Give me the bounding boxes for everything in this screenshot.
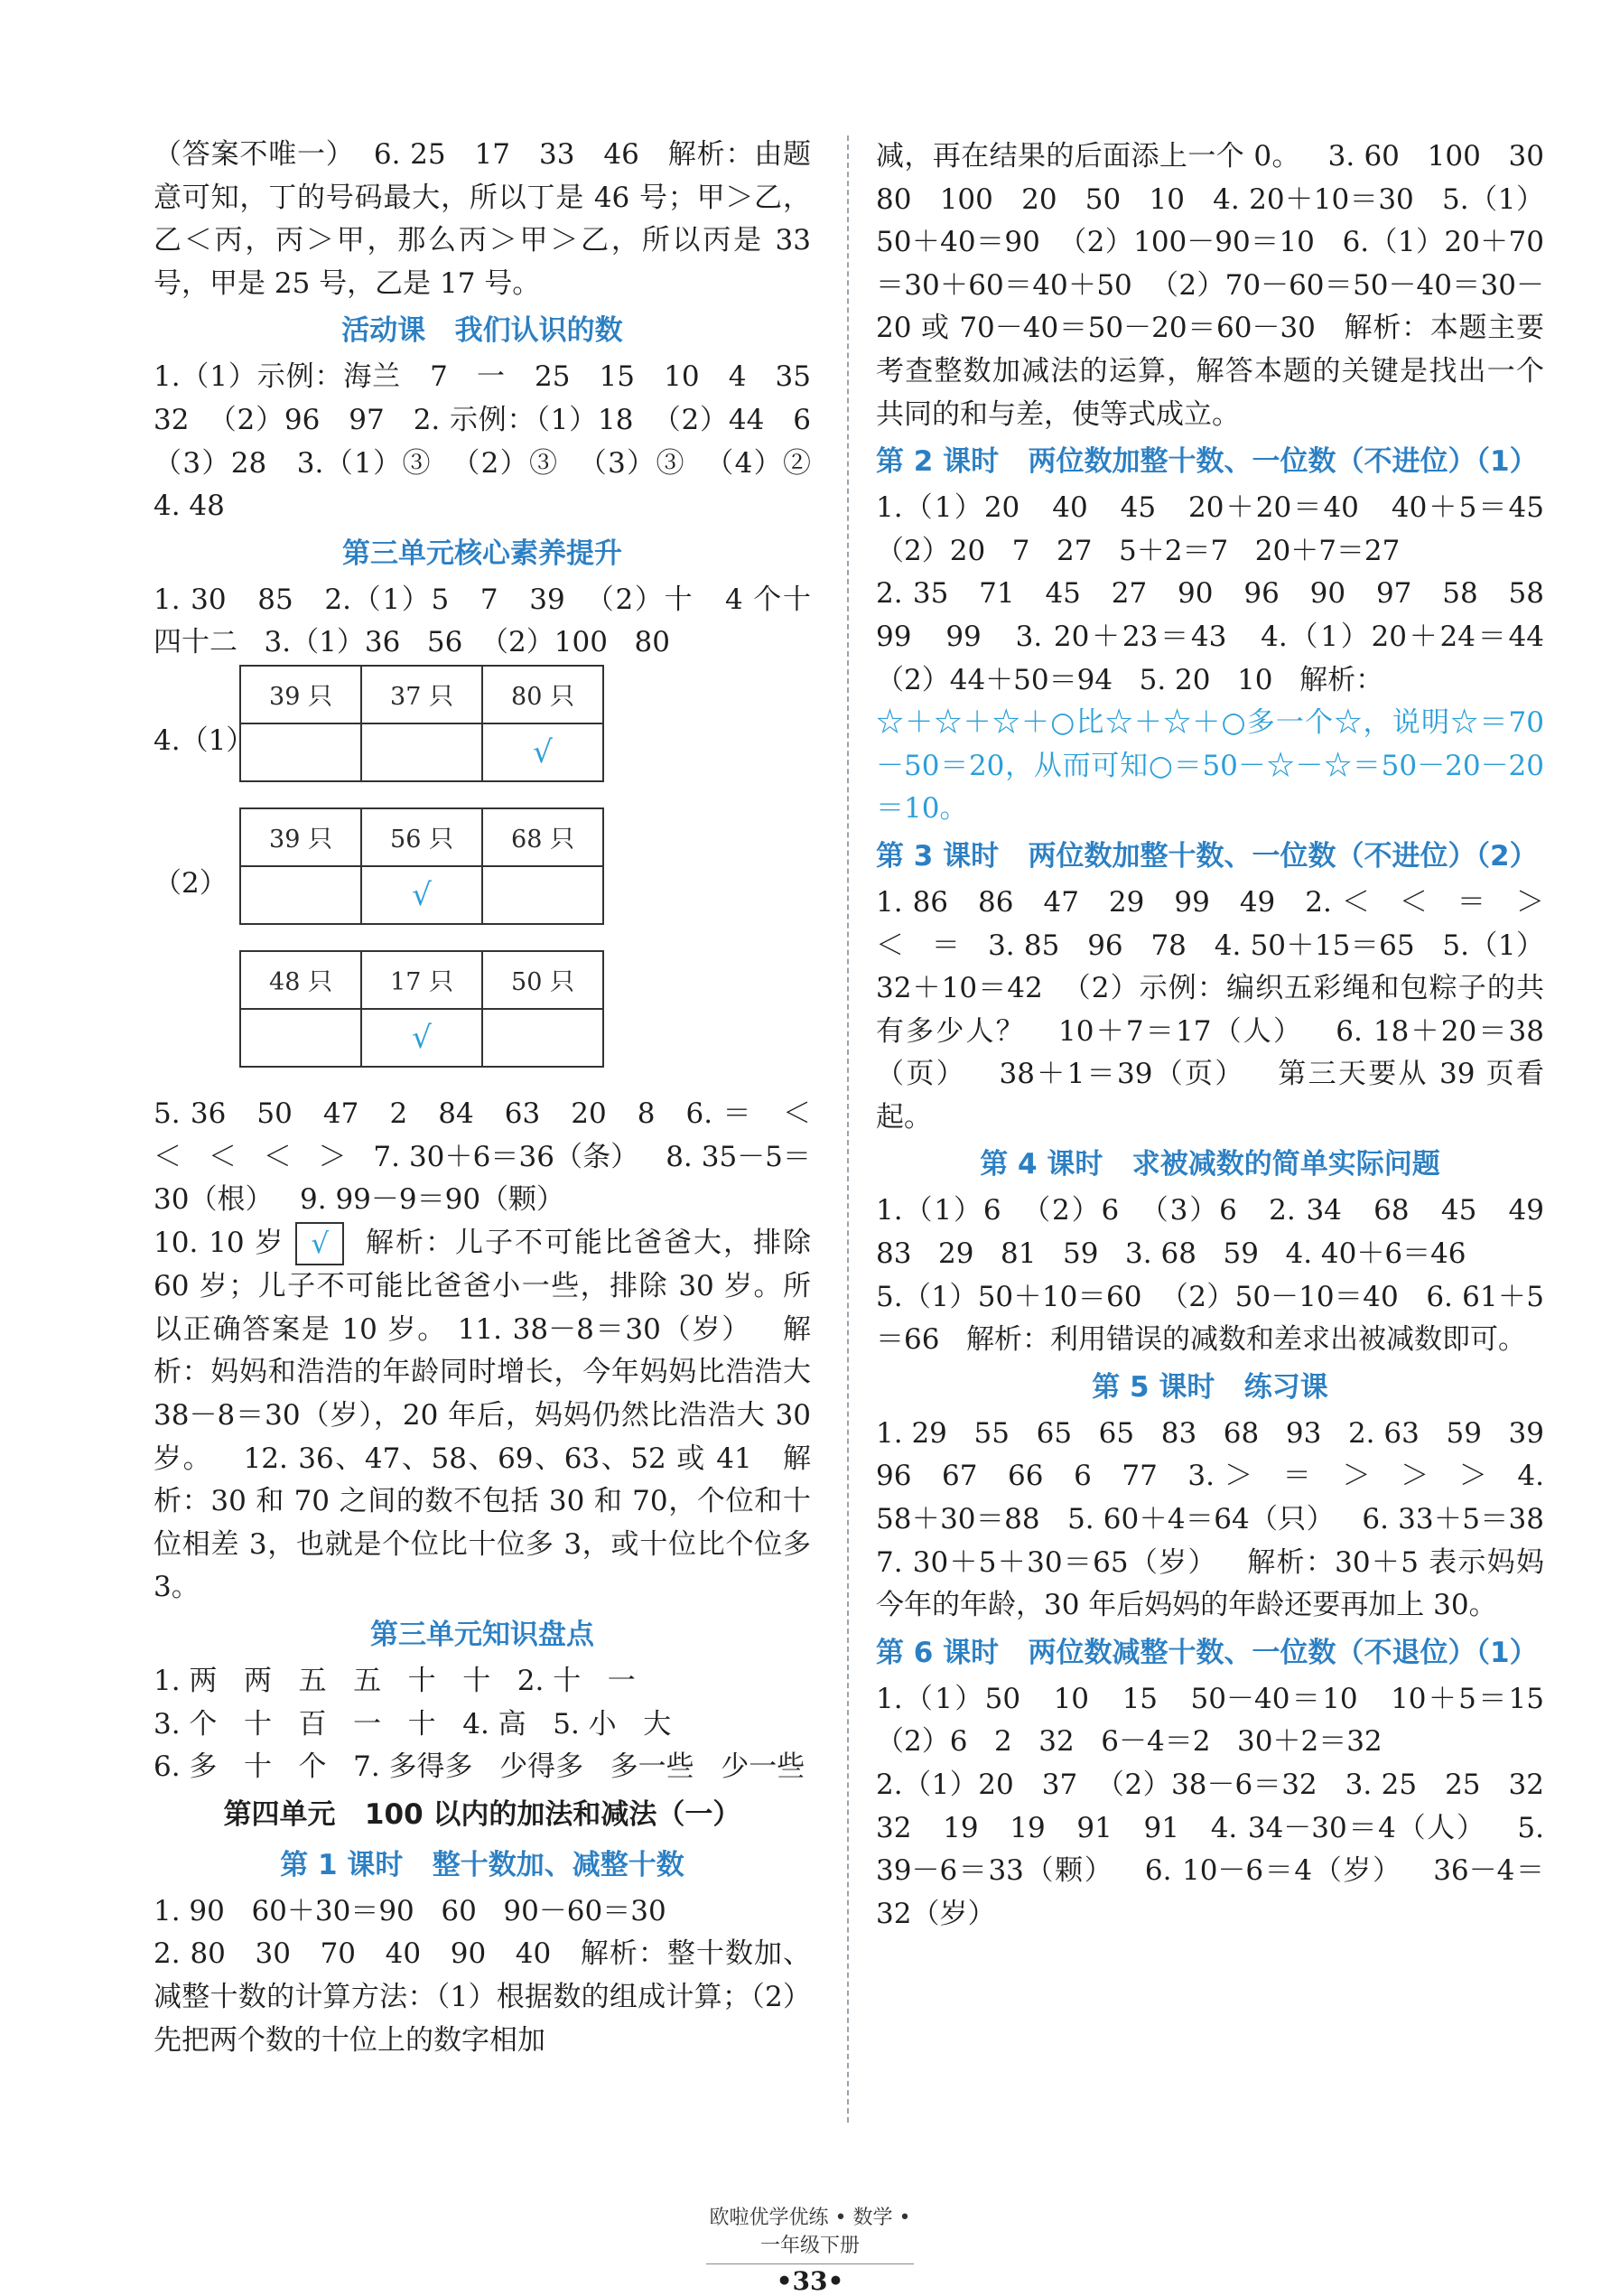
lesson6-answers: 1.（1）50 10 15 50－40＝10 10＋5＝15 （2）6 2 32 6－4＝2 30＋2＝32 2.（1）20 37 （2）38－6＝32 3. 25 25 32 32 19 19 91 91 4. 34－30＝4（人） 5. 39－6＝33（颗） 6. 10－6＝4（岁） 36－4＝32（岁） [876, 1682, 1544, 1930]
column-divider [847, 135, 849, 2123]
table-cell: 17 只 [361, 951, 482, 1009]
table-cell: 37 只 [361, 666, 482, 723]
table-cell-empty [482, 1009, 603, 1067]
answer-table-3 [154, 950, 811, 1093]
right-intro-text: 减，再在结果的后面添上一个 0。 3. 60 100 30 80 100 20 50 10 4. 20＋10＝30 5.（1）50＋40＝90 （2）100－90＝10 6.（1）20＋70＝30＋60＝40＋50 （2）70－60＝50－40＝30－20 或 70－40＝50－20＝60－30 解析：本题主要考查整数加减法的运算，解答本题的关键是找出一个共同的和与差，使等式成立。 [876, 140, 1571, 431]
choice-table [239, 950, 604, 1068]
table-cell: 39 只 [240, 666, 361, 723]
lesson1-answers: 1. 90 60＋30＝90 60 90－60＝30 2. 80 30 70 40 90 40 解析：整十数加、减整十数的计算方法：（1）根据数的组成计算；（2）先把两个数的十位上的数字相加 [154, 1894, 811, 2057]
lesson4-answers: 1.（1）6 （2）6 （3）6 2. 34 68 45 49 83 29 81 59 3. 68 59 4. 40＋6＝46 5.（1）50＋10＝60 （2）50－10＝40 6. 61＋5＝66 解析：利用错误的减数和差求出被减数即可。 [876, 1194, 1544, 1357]
q10-prefix: 10. 10 岁 [154, 1226, 285, 1259]
left-intro-text: （答案不唯一） 6. 25 17 33 46 解析：由题意可知，丁的号码最大，所以丁是 46 号；甲＞乙，乙＜丙，丙＞甲，那么丙＞甲＞乙，所以丙是 33 号，甲是 25 号，乙是 17 号。 [154, 138, 820, 300]
page-number: •33• [776, 2266, 844, 2296]
table-cell: 50 只 [482, 951, 603, 1009]
lesson5-answers: 1. 29 55 65 65 83 68 93 2. 63 59 39 96 67 66 6 77 3. ＞ ＝ ＞ ＞ ＞ 4. 58＋30＝88 5. 60＋4＝64（只） 6. 33＋5＝38 7. 30＋5＋30＝65（岁） 解析：30＋5 表示妈妈今年的年龄，30 年后妈妈的年龄还要再加上 30。 [876, 1416, 1571, 1622]
choice-table [239, 665, 604, 782]
table-cell: 68 只 [482, 808, 603, 866]
unit3-answers-10-12 [154, 1222, 820, 1610]
checkmark: √ [361, 1009, 482, 1067]
page-footer [0, 2202, 1620, 2296]
right-column [876, 135, 1571, 1936]
unit3-summary-answers: 1. 两 两 五 五 十 十 2. 十 一 3. 个 十 百 一 十 4. 高 5. 小 大 6. 多 十 个 7. 多得多 少得多 多一些 少一些 [154, 1664, 805, 1784]
table-cell: 56 只 [361, 808, 482, 866]
q10-rest: 解析：儿子不可能比爸爸大，排除 60 岁；儿子不可能比爸爸小一些，排除 30 岁。所以正确答案是 10 岁。 11. 38－8＝30（岁） 解析：妈妈和浩浩的年龄同时增长，今年妈妈比浩浩大 38－8＝30（岁），20 年后，妈妈仍然比浩浩大 30 岁。 12. 36、47、58、69、63、52 或 41 解析：30 和 70 之间的数不包括 30 和 70，个位和十位相差 3，也就是个位比十位多 3，或十位比个位多 3。 [154, 1226, 820, 1604]
heading-activity-lesson: 活动课 我们认识的数 [341, 314, 623, 348]
table-cell: 80 只 [482, 666, 603, 723]
table-cell-empty [240, 866, 361, 924]
table-cell: 48 只 [240, 951, 361, 1009]
checkbox-check: √ [295, 1222, 344, 1265]
book-title: 欧啦优学优练 • 数学 • 一年级下册 [706, 2202, 914, 2264]
table-label: （2） [154, 866, 228, 900]
heading-unit3-core: 第三单元核心素养提升 [342, 537, 622, 570]
checkmark: √ [361, 866, 482, 924]
answer-table-1 [154, 665, 811, 807]
answer-table-2 [154, 807, 811, 950]
heading-lesson2: 第 2 课时 两位数加整十数、一位数（不进位）（1） [876, 445, 1538, 479]
heading-lesson4: 第 4 课时 求被减数的简单实际问题 [980, 1148, 1440, 1181]
heading-lesson6: 第 6 课时 两位数减整十数、一位数（不退位）（1） [876, 1636, 1538, 1669]
table-cell-empty [240, 1009, 361, 1067]
checkmark: √ [482, 723, 603, 781]
activity-answers: 1.（1）示例：海兰 7 一 25 15 10 4 35 32 （2）96 97 2. 示例：（1）18 （2）44 6 （3）28 3.（1）③ （2）③ （3）③ （4）② 4. 48 [154, 360, 838, 523]
left-column [154, 134, 838, 2062]
table-cell-empty [482, 866, 603, 924]
table-cell: 39 只 [240, 808, 361, 866]
unit3-core-answers: 1. 30 85 2.（1）5 7 39 （2）十 4 个十 四十二 3.（1）36 56 （2）100 80 [154, 583, 838, 659]
lesson2-star-explanation: ☆＋☆＋☆＋○比☆＋☆＋○多一个☆，说明☆＝70－50＝20，从而可知○＝50－☆－☆＝50－20－20＝10。 [876, 706, 1544, 826]
heading-unit3-summary: 第三单元知识盘点 [370, 1618, 594, 1651]
choice-table [239, 807, 604, 925]
unit3-answers-5-9: 5. 36 50 47 2 84 63 20 8 6. ＝ ＜ ＜ ＜ ＜ ＞ 7. 30＋6＝36（条） 8. 35－5＝30（根） 9. 99－9＝90（颗） [154, 1097, 838, 1217]
table-label: 4.（1） [154, 723, 255, 757]
table-cell-empty [240, 723, 361, 781]
lesson3-answers: 1. 86 86 47 29 99 49 2. ＜ ＜ ＝ ＞ ＜ ＝ 3. 85 96 78 4. 50＋15＝65 5.（1）32＋10＝42 （2）示例：编织五彩绳和包粽子的共有多少人？ 10＋7＝17（人） 6. 18＋20＝38（页） 38＋1＝39（页） 第三天要从 39 页看起。 [876, 885, 1571, 1134]
table-cell-empty [361, 723, 482, 781]
heading-unit4: 第四单元 100 以内的加法和减法（一） [223, 1797, 741, 1831]
heading-lesson3: 第 3 课时 两位数加整十数、一位数（不进位）（2） [876, 839, 1538, 873]
lesson2-answers: 1.（1）20 40 45 20＋20＝40 40＋5＝45 （2）20 7 27 5＋2＝7 20＋7＝27 2. 35 71 45 27 90 96 90 97 58 58 99 99 3. 20＋23＝43 4.（1）20＋24＝44 （2）44＋50＝94 5. 20 10 解析： [876, 491, 1544, 696]
heading-lesson1: 第 1 课时 整十数加、减整十数 [280, 1848, 684, 1881]
heading-lesson5: 第 5 课时 练习课 [1092, 1370, 1328, 1404]
